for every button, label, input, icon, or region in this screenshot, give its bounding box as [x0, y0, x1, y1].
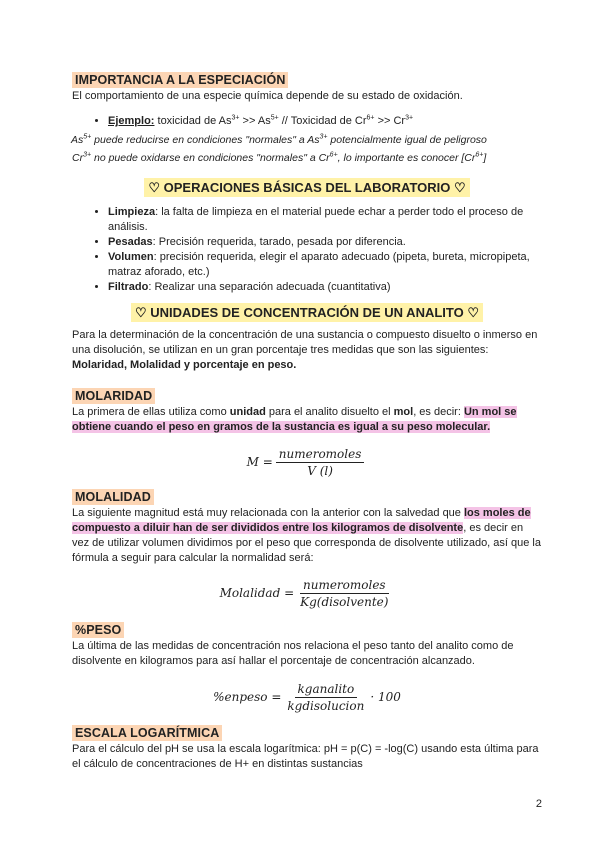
molalidad-highlight: los moles de compuesto a diluir han de ser divididos entre los kilogramos de disolvente — [72, 507, 531, 534]
especiacion-intro: El comportamiento de una especie química depende de su estado de oxidación. — [72, 90, 463, 102]
operations-list — [72, 205, 542, 295]
peso-text: La última de las medidas de concentración nos relaciona el peso tanto del analito como de disolvente en kilogramos para así hallar el porcentaje de concentración alcanzado. — [72, 640, 514, 667]
example-item: • Ejemplo: toxicidad de $As^{3+} >> As^{5+}$ // Toxicidad de $Cr^{6+} >> Cr^{3+}$ — [108, 114, 542, 129]
list-item: • Volumen: precisión requerida, elegir el aparato adecuado (pipeta, bureta, micropipeta, matraz aforado, etc.) — [108, 250, 542, 280]
arsenic-note: $As^{5+}$ puede reducirse en condiciones "normales" a $As^{3+}$ potencialmente igual de peligroso — [71, 133, 487, 146]
heading-molalidad: MOLALIDAD — [72, 489, 154, 505]
list-item: • Pesadas: Precisión requerida, tarado, pesada por diferencia. — [108, 235, 542, 250]
example-label: Ejemplo: — [108, 115, 155, 127]
example-list — [72, 114, 542, 129]
list-item: • Filtrado: Realizar una separación adecuada (cuantitativa) — [108, 280, 542, 295]
molaridad-formula: M = $\frac{\text{numeromoles}}{V (l)}$ — [72, 443, 542, 481]
list-item: • Limpieza: la falta de limpieza en el material puede echar a perder todo el proceso de análisis. — [108, 205, 542, 235]
heading-peso: %PESO — [72, 622, 124, 638]
page-number: 2 — [535, 798, 542, 810]
molaridad-highlight: Un mol se obtiene cuando el peso en gramos de la sustancia es igual a su peso molecular. — [72, 406, 517, 433]
heading-operaciones: ♡ OPERACIONES BÁSICAS DEL LABORATORIO ♡ — [144, 178, 469, 197]
peso-formula: %enpeso = $\frac{\text{kganalito}}{\text{kgdisolucion}}$ · 100 — [213, 681, 401, 713]
molalidad-text: La siguiente magnitud está muy relacionada con la anterior con la salvedad que los moles de compuesto a diluir han de ser divididos entre los kilogramos de disolvente, es decir en vez de utilizar volumen dividimos por el peso que corresponda de disolvente utilizado, así que la fórmula a seguir para calcular la normalidad será: — [72, 507, 541, 564]
molaridad-text: La primera de ellas utiliza como unidad para el analito disuelto el mol, es decir: Un mol se obtiene cuando el peso en gramos de la sustancia es igual a su peso molecular. — [72, 406, 517, 433]
heading-escala: ESCALA LOGARÍTMICA — [72, 725, 222, 741]
chromium-note: $Cr^{3+}$ no puede oxidarse en condiciones "normales" a $Cr^{6+}$, lo importante es conocer $[Cr^{6+}]$ — [72, 151, 487, 164]
escala-text: Para el cálculo del pH se usa la escala logarítmica: pH = p(C) = -log(C) usando esta última para el cálculo de concentraciones de H+ en distintas sustancias — [72, 743, 539, 770]
unidades-intro: Para la determinación de la concentración de una sustancia o compuesto disuelto o inmerso en una disolución, se utilizan en un gran porcentaje tres medidas que son las siguientes: — [72, 329, 538, 356]
molalidad-formula: Molalidad = $\frac{\text{numeromoles}}{\text{Kg(disolvente)}}$ — [219, 577, 389, 609]
heading-especiacion: IMPORTANCIA A LA ESPECIACIÓN — [72, 72, 288, 88]
unidades-intro-bold: Molaridad, Molalidad y porcentaje en peso. — [72, 359, 297, 371]
heading-molaridad: MOLARIDAD — [72, 388, 155, 404]
heading-unidades: ♡ UNIDADES DE CONCENTRACIÓN DE UN ANALITO ♡ — [131, 303, 483, 322]
document-page — [72, 70, 542, 772]
